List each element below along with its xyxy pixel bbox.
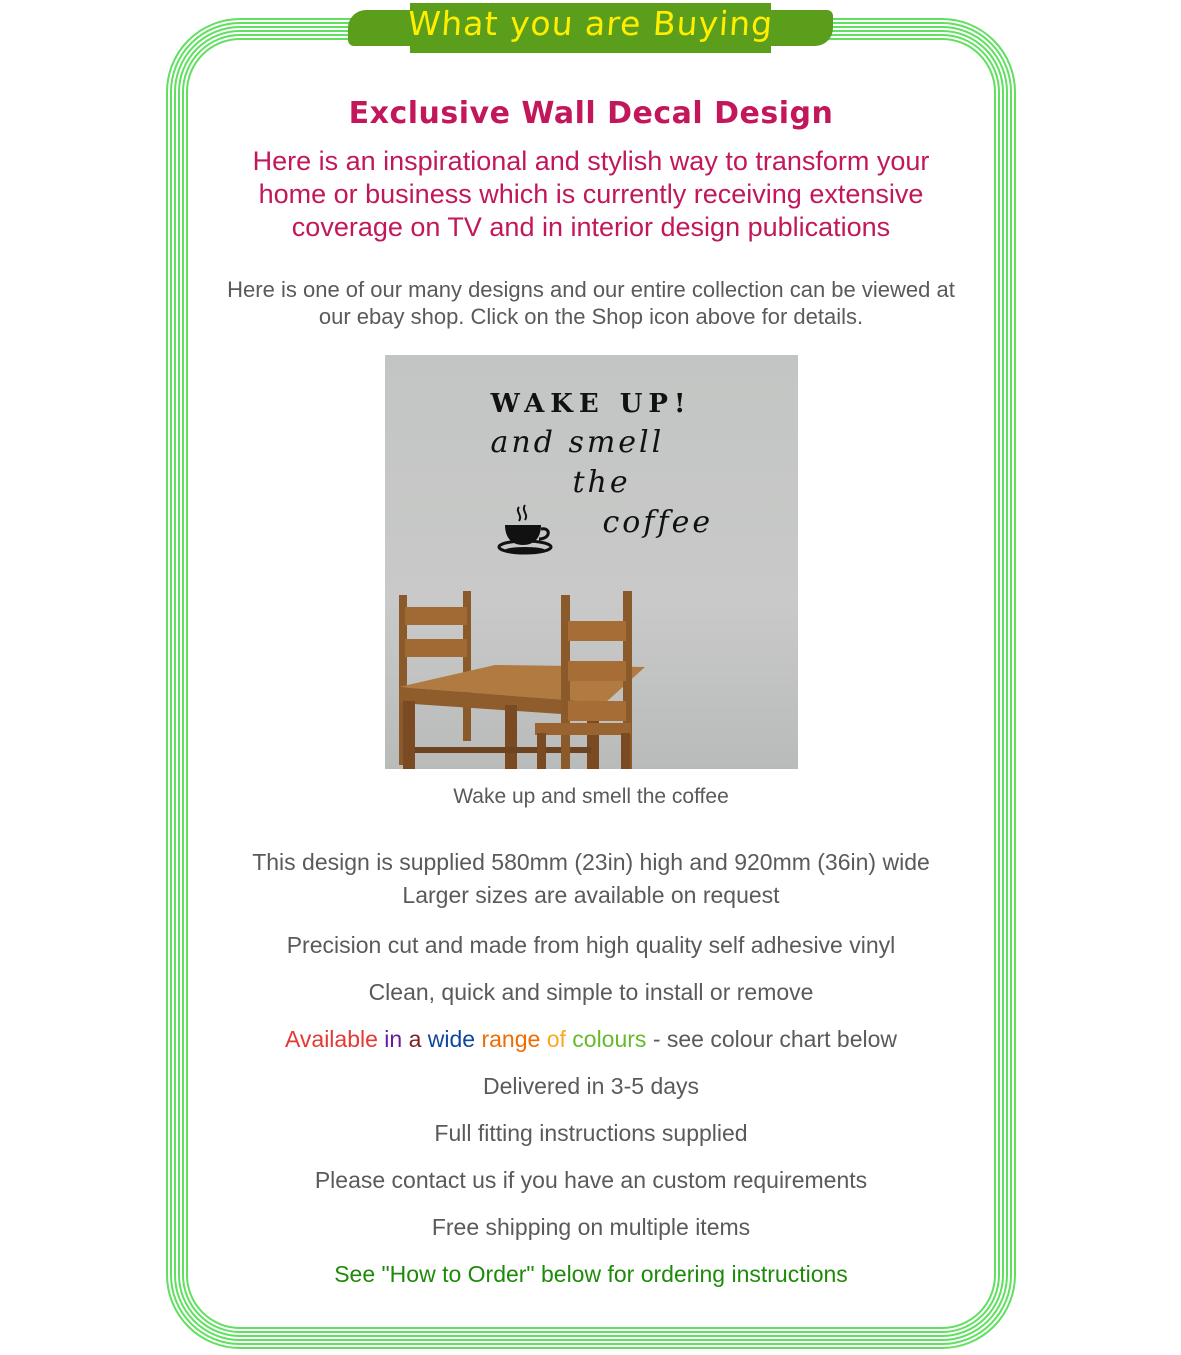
colour-chart-note: - see colour chart below: [646, 1026, 898, 1052]
colour-word: in: [384, 1026, 403, 1052]
banner-title: What you are Buying: [406, 4, 775, 43]
feature-fitting: Full fitting instructions supplied: [434, 1120, 748, 1146]
size-larger-note: Larger sizes are available on request: [402, 882, 780, 908]
feature-install: Clean, quick and simple to install or remove: [368, 979, 814, 1005]
colour-word: range: [481, 1026, 541, 1052]
colour-word: of: [546, 1026, 566, 1052]
listing-content: [190, 96, 992, 1308]
collection-note: Here is one of our many designs and our entire collection can be viewed at our ebay shop. Click on the Shop icon above for details.: [227, 277, 955, 329]
colour-word: a: [408, 1026, 422, 1052]
feature-custom: Please contact us if you have an custom requirements: [314, 1167, 868, 1193]
decal-text-line: the: [572, 465, 631, 500]
feature-precision: Precision cut and made from high quality self adhesive vinyl: [286, 932, 896, 958]
page-title: Exclusive Wall Decal Design: [348, 96, 834, 131]
image-caption: Wake up and smell the coffee: [453, 785, 729, 808]
feature-list: [190, 932, 992, 1288]
product-image: [385, 355, 798, 769]
intro-text: Here is an inspirational and stylish way to transform your home or business which is currently receiving extensive coverage on TV and in interior design publications: [252, 146, 930, 242]
table-and-chairs-illustration: [385, 355, 798, 769]
colour-word: colours: [572, 1026, 647, 1052]
how-to-order-note: See "How to Order" below for ordering instructions: [334, 1261, 848, 1287]
colour-word: Available: [284, 1026, 378, 1052]
feature-delivery: Delivered in 3-5 days: [482, 1073, 700, 1099]
decal-text-line: and smell: [490, 425, 665, 460]
feature-shipping: Free shipping on multiple items: [431, 1214, 751, 1240]
size-dimensions: This design is supplied 580mm (23in) high and 920mm (36in) wide: [252, 849, 930, 875]
colour-word: wide: [427, 1026, 476, 1052]
size-info: [190, 846, 992, 912]
decal-text-line: coffee: [602, 505, 714, 540]
decal-text-line: WAKE UP!: [490, 389, 692, 419]
feature-colours: [190, 1026, 992, 1053]
